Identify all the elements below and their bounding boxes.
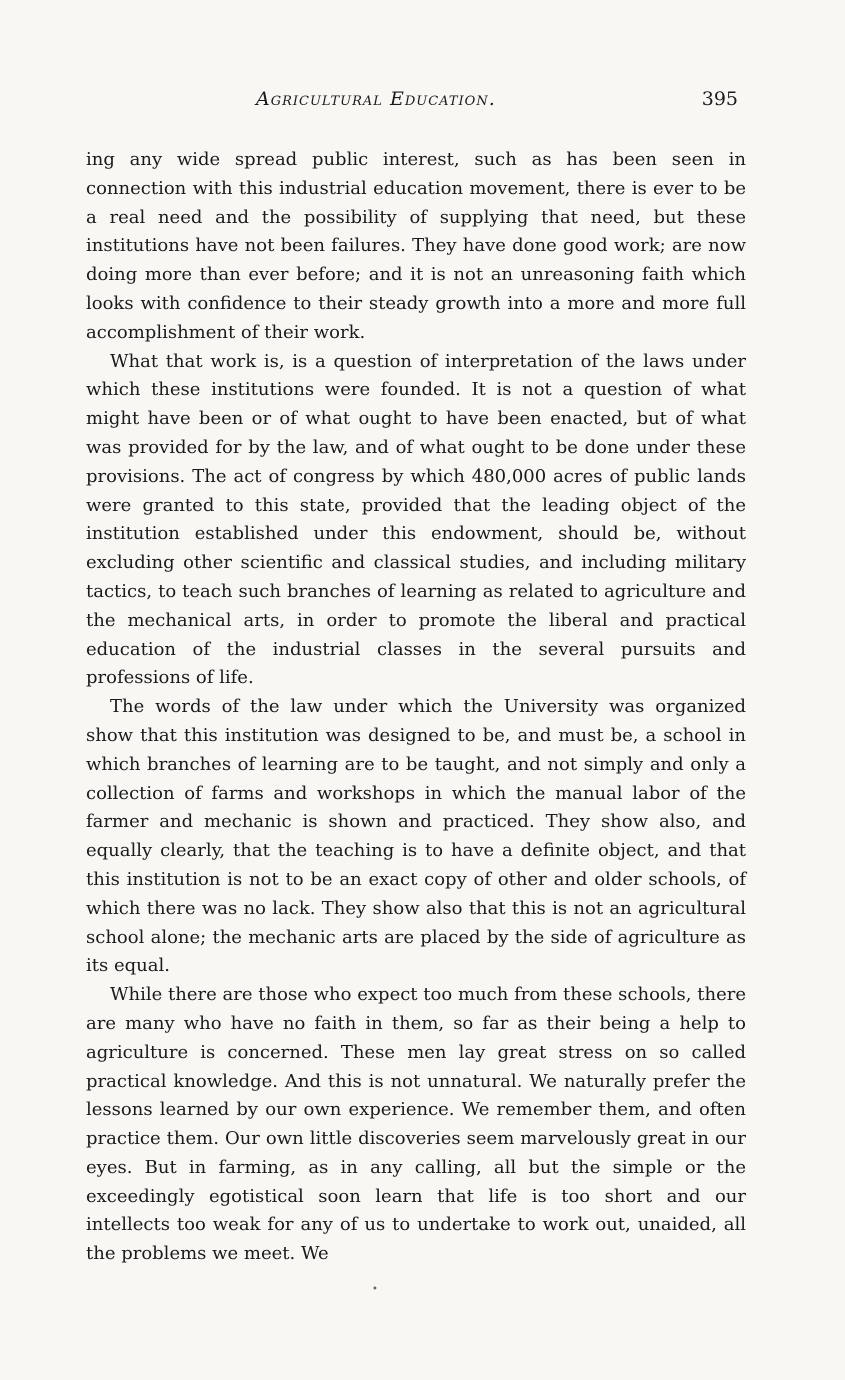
running-head-title: Agricultural Education. [256,88,496,110]
print-speck: • [372,1284,378,1295]
body-text [86,146,746,1269]
paragraph: The words of the law under which the University was organized show that this institution was designed to be, and must be, a school in which branches of learning are to be taught, and not simply and only a collection of farms and workshops in which the manual labor of the farmer and mechanic is shown and practiced. They show also, and equally clearly, that the teaching is to have a definite object, and that this institution is not to be an exact copy of other and older schools, of which there was no lack. They show also that this is not an agricultural school alone; the mechanic arts are placed by the side of agriculture as its equal. [86,696,746,977]
paragraph: While there are those who expect too much from these schools, there are many who have no faith in them, so far as their being a help to agriculture is concerned. These men lay great stress on so called practical knowledge. And this is not unnatural. We naturally prefer the lessons learned by our own experience. We remember them, and often practice them. Our own little discoveries seem marvelously great in our eyes. But in farming, as in any calling, all but the simple or the exceedingly egotistical soon learn that life is too short and our intellects too weak for any of us to undertake to work out, unaided, all the problems we meet. We [86,984,746,1265]
paragraph: What that work is, is a question of interpretation of the laws under which these institutions were founded. It is not a question of what might have been or of what ought to have been enacted, but of what was provided for by the law, and of what ought to be done under these provisions. The act of congress by which 480,000 acres of public lands were granted to this state, provided that the leading object of the institution established under this endowment, should be, without excluding other scientific and classical studies, and including military tactics, to teach such branches of learning as related to agriculture and the mechanical arts, in order to promote the liberal and practical education of the industrial classes in the several pursuits and professions of life. [86,350,746,689]
book-page [86,88,746,1269]
running-head [86,88,746,118]
paragraph-continued: ing any wide spread public interest, such as has been seen in connection with this industrial education movement, there is ever to be a real need and the possibility of supplying that need, but these institutions have not been failures. They have done good work; are now doing more than ever before; and it is not an unreasoning faith which looks with confidence to their steady growth into a more and more full accomplishment of their work. [86,149,746,343]
page-number: 395 [701,88,738,110]
